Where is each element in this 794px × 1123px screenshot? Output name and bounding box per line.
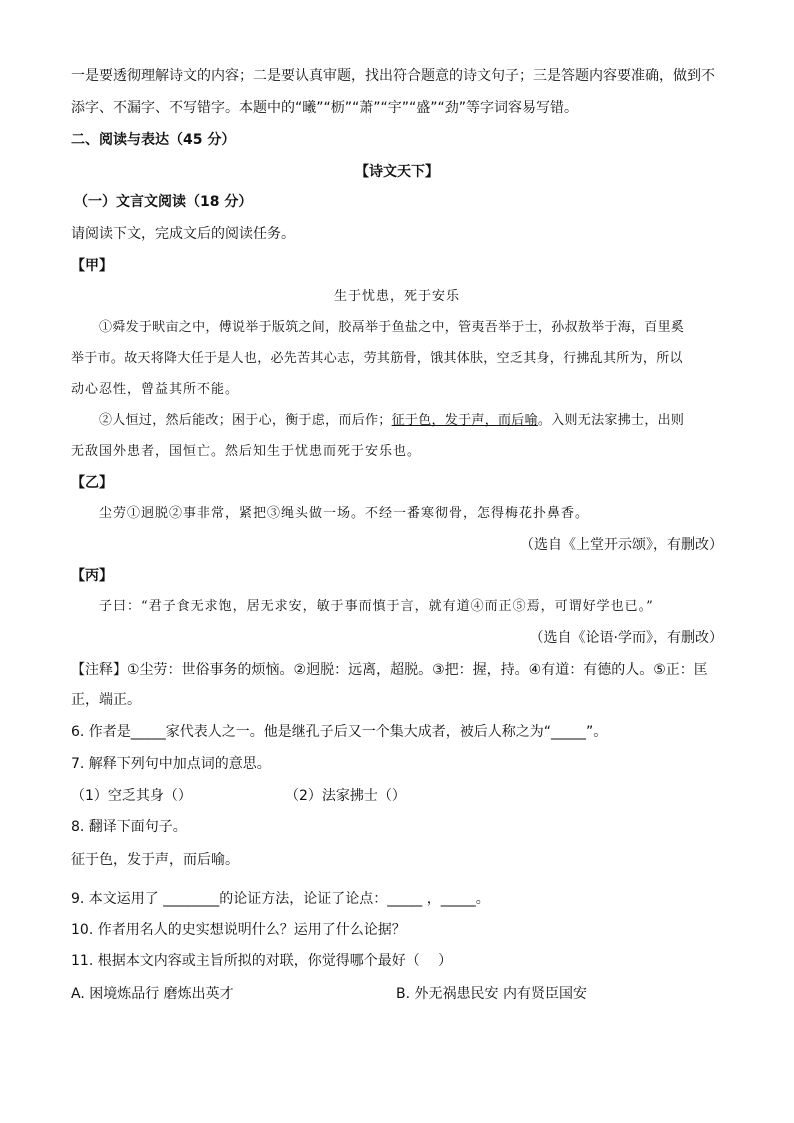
jia-title: 生于忧患，死于安乐	[333, 289, 460, 304]
bing-text: 子曰：“君子食无求饱，居无求安，敏于事而慎于言，就有道④而正⑤焉，可谓好学也已。”	[99, 599, 654, 614]
jia-p1-line-3: 动心忍性，曾益其所不能。	[71, 382, 240, 397]
jia-p1-line-2: 举于市。故天将降大任于是人也，必先苦其心志，劳其筋骨，饿其体肤，空乏其身，行拂乱其所为，所以	[71, 351, 683, 366]
question-11-option-a: A. 困境炼品行 磨炼出英才	[71, 986, 234, 1002]
jia-p1-line-1: ①舜发于畎亩之中，傅说举于版筑之间，胶鬲举于鱼盐之中，管夷吾举于士，孙叔敖举于海，百里奚	[99, 320, 685, 335]
question-6: 6. 作者是_____家代表人之一。他是继孔子后又一个集大成者，被后人称之为“_____”。	[71, 724, 608, 740]
question-11-option-b: B. 外无祸患民安 内有贤臣国安	[396, 986, 587, 1002]
question-7-item-2: （2）法家拂士（）	[285, 788, 406, 804]
bing-source: （选自《论语·学而》，有删改）	[529, 630, 723, 646]
question-7: 7. 解释下列句中加点词的意思。	[71, 756, 271, 772]
jia-p2-text-a: ②人恒过，然后能改；困于心，衡于虑，而后作；	[99, 413, 392, 428]
notes-line-1: 【注释】①尘劳：世俗事务的烦恼。②迥脱：远离，超脱。③把：握，持。④有道：有德的人。⑤正：匡	[71, 662, 708, 678]
subsection-title: 【诗文天下】	[355, 164, 439, 180]
instruction-text: 请阅读下文，完成文后的阅读任务。	[71, 226, 295, 242]
intro-line-2: 添字、不漏字、不写错字。本题中的“曦”“枥”“萧”“宇”“盛”“劲”等字词容易写错。	[71, 100, 579, 116]
jia-p2-underlined-sentence: 征于色，发于声，而后喻	[391, 413, 538, 428]
question-8-sentence: 征于色，发于声，而后喻。	[71, 852, 239, 868]
yi-label: 【乙】	[71, 475, 113, 491]
yi-text: 尘劳①迥脱②事非常，紧把③绳头做一场。不经一番寒彻骨，怎得梅花扑鼻香。	[99, 506, 590, 521]
question-8: 8. 翻译下面句子。	[71, 819, 187, 835]
question-11: 11. 根据本文内容或主旨所拟的对联，你觉得哪个最好（ ）	[71, 953, 453, 969]
question-9: 9. 本文运用了 ________的论证方法，论证了论点：_____ ，_____。	[71, 891, 490, 907]
notes-line-2: 正，端正。	[71, 692, 141, 708]
jia-label: 【甲】	[71, 258, 113, 274]
yi-source: （选自《上堂开示颂》，有删改）	[520, 537, 723, 553]
jia-p2-line-1	[99, 411, 717, 431]
question-10: 10. 作者用名人的史实想说明什么？运用了什么论据？	[71, 922, 406, 938]
jia-p2-text-b: 。入则无法家拂士，出则	[537, 413, 685, 428]
jia-p2-line-2: 无敌国外患者，国恒亡。然后知生于忧患而死于安乐也。	[71, 444, 422, 459]
intro-line-1: 一是要透彻理解诗文的内容；二是要认真审题，找出符合题意的诗文句子；三是答题内容要准确，做到不	[71, 68, 715, 84]
part-heading: （一）文言文阅读（18 分）	[74, 194, 253, 210]
question-7-item-1: （1）空乏其身（）	[71, 788, 192, 804]
section-heading: 二、阅读与表达（45 分）	[71, 132, 236, 148]
bing-label: 【丙】	[71, 568, 113, 584]
